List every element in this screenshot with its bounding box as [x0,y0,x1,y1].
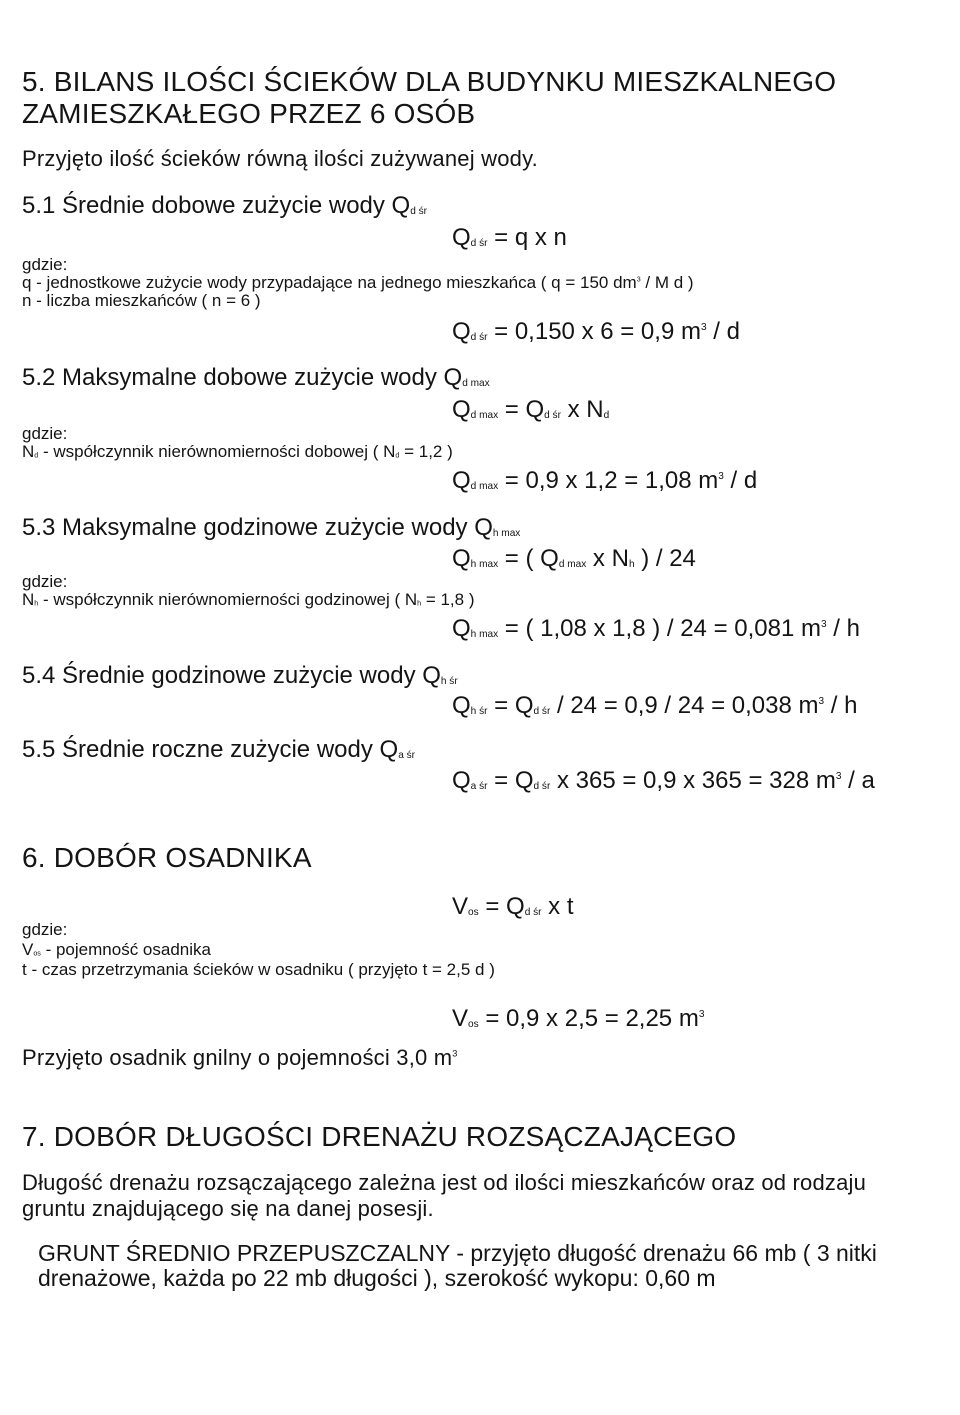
section6-conclusion: Przyjęto osadnik gnilny o pojemności 3,0 $m^3$ [22,1045,458,1070]
formula-6: $V_{os} = Q_{d śr}$ x t [452,893,574,920]
calculation-5-3: $Q_{h max}$ = ( 1,08 x 1,8 ) / 24 = 0,081 $m^3$ / h [452,615,860,642]
heading-5-3: 5.3 Maksymalne godzinowe zużycie wody $Q_{h max}$ [22,514,521,541]
section7-paragraph-line2: gruntu znajdującego się na danej posesji. [22,1196,434,1221]
section7-title: 7. DOBÓR DŁUGOŚCI DRENAŻU ROZSĄCZAJĄCEGO [22,1121,737,1152]
definition-nh: $N_h$ - współczynnik nierównomierności godzinowej ( $N_h = 1,8$ ) [22,590,475,609]
formula-5-1: $Q_{d śr} = q$ x n [452,224,567,251]
gdzie-6: gdzie: [22,920,68,939]
definition-nd: $N_d$ - współczynnik nierównomierności dobowej ( $N_d = 1,2$ ) [22,442,453,461]
calculation-5-1: $Q_{d śr} = 0,150$ x 6 = 0,9 $m^3$ / d [452,318,740,345]
section7-result-line1: GRUNT ŚREDNIO PRZEPUSZCZALNY - przyjęto długość drenażu 66 mb ( 3 nitki [38,1240,877,1266]
heading-5-4: 5.4 Średnie godzinowe zużycie wody $Q_{h śr}$ [22,662,458,689]
formula-5-2: $Q_{d max} = Q_{d śr}$ x $N_d$ [452,396,610,423]
section5-title-line2: ZAMIESZKAŁEGO PRZEZ 6 OSÓB [22,98,476,129]
definition-t: t - czas przetrzymania ścieków w osadniku ( przyjęto t = 2,5 d ) [22,960,495,979]
heading-5-1: 5.1 Średnie dobowe zużycie wody $Q_{d śr}$ [22,192,428,219]
gdzie-5-3: gdzie: [22,572,68,591]
formula-5-3: $Q_{h max}$ = ( $Q_{d max}$ x $N_h$ ) / 24 [452,545,696,572]
gdzie-5-1: gdzie: [22,255,68,274]
calculation-6: $V_{os} = 0,9$ x 2,5 = 2,25 $m^3$ [452,1005,705,1032]
definition-n: n - liczba mieszkańców ( n = 6 ) [22,291,261,310]
calculation-5-4: $Q_{h śr} = Q_{d śr} / 24 = 0,9 / 24 = 0,038$ $m^3$ / h [452,692,858,719]
section7-paragraph-line1: Długość drenażu rozsączającego zależna jest od ilości mieszkańców oraz od rodzaju [22,1170,867,1195]
section5-intro: Przyjęto ilość ścieków równą ilości zużywanej wody. [22,146,538,171]
definition-q: q - jednostkowe zużycie wody przypadające na jednego mieszkańca ( q = 150 $dm^3$ / M d ) [22,273,694,292]
definition-vos: $V_{os}$ - pojemność osadnika [22,940,211,959]
calculation-5-2: $Q_{d max} = 0,9$ x 1,2 = 1,08 $m^3$ / d [452,467,758,494]
gdzie-5-2: gdzie: [22,424,68,443]
section6-title: 6. DOBÓR OSADNIKA [22,842,312,873]
heading-5-5: 5.5 Średnie roczne zużycie wody $Q_{a śr}$ [22,736,415,763]
calculation-5-5: $Q_{a śr} = Q_{d śr}$ x 365 = 0,9 x 365 = 328 $m^3$ / a [452,767,875,794]
heading-5-2: 5.2 Maksymalne dobowe zużycie wody $Q_{d max}$ [22,364,490,391]
section5-title-line1: 5. BILANS ILOŚCI ŚCIEKÓW DLA BUDYNKU MIESZKALNEGO [22,66,837,97]
section7-result-line2: drenażowe, każda po 22 mb długości ), szerokość wykopu: 0,60 m [38,1265,716,1291]
